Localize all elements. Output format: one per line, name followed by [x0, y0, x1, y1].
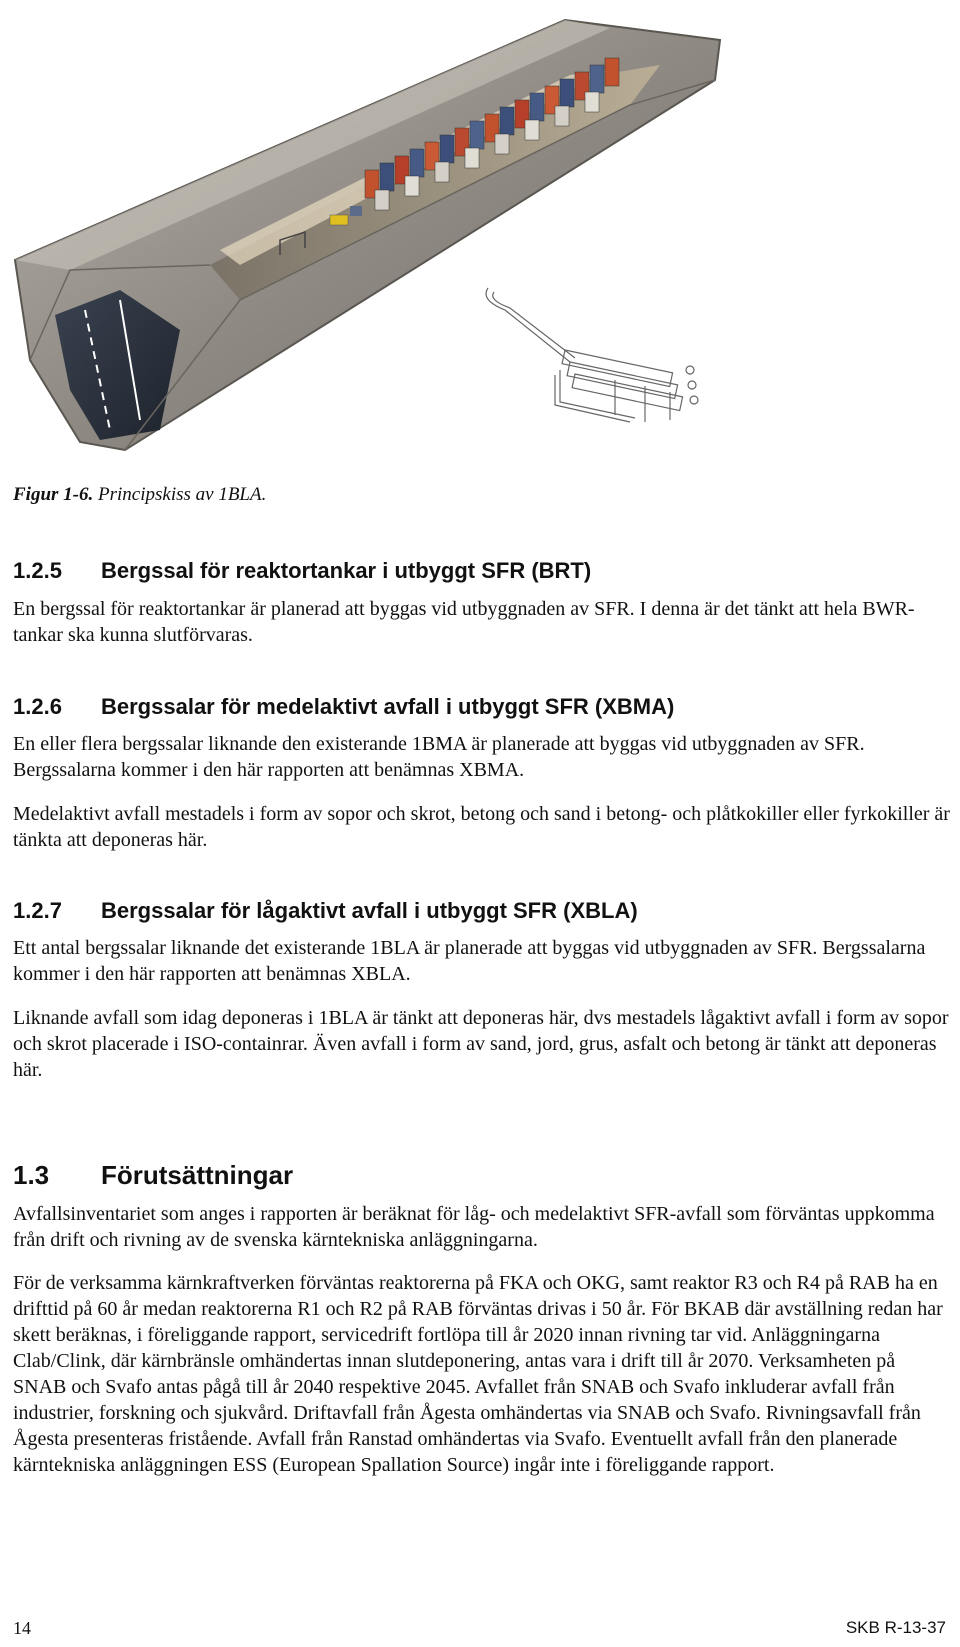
paragraph: Ett antal bergssalar liknande det existerande 1BLA är planerade att byggas vid utbyggnaden av SFR. Bergssalarna kommer i den här rapporten att benämnas XBLA. — [13, 937, 926, 985]
section-title: Bergssalar för medelaktivt avfall i utbyggt SFR (XBMA) — [101, 694, 675, 719]
section-heading-1-2-6 — [13, 694, 674, 720]
section-title: Bergssal för reaktortankar i utbyggt SFR (BRT) — [101, 558, 592, 583]
chapter-title: Förutsättningar — [101, 1160, 294, 1190]
figure-1bla-illustration — [10, 10, 730, 460]
section-number: 1.2.7 — [13, 898, 62, 923]
paragraph: En eller flera bergssalar liknande den existerande 1BMA är planerade att byggas vid utbyggnaden av SFR. Bergssalarna kommer i den här rapporten att benämnas XBMA. — [13, 733, 865, 781]
chapter-heading-1-3 — [13, 1160, 293, 1191]
paragraph: Liknande avfall som idag deponeras i 1BLA är tänkt att deponeras här, dvs mestadels lågaktivt avfall i form av sopor och skrot placerade i ISO-containrar. Även avfall i form av sand, jord, grus, asfalt och betong är tänkt att deponeras här. — [13, 1007, 949, 1081]
paragraph: En bergssal för reaktortankar är planerad att byggas vid utbyggnaden av SFR. I denna är det tänkt att hela BWR-tankar ska kunna slutförvaras. — [13, 598, 915, 646]
figure-caption-text: Principskiss av 1BLA. — [98, 484, 267, 505]
section-number: 1.2.6 — [13, 694, 62, 719]
paragraph: För de verksamma kärnkraftverken förväntas reaktorerna på FKA och OKG, samt reaktor R3 och R4 på RAB ha en drifttid på 60 år medan reaktorerna R1 och R2 på RAB förväntas drivas i 50 år. För BKAB där avställning redan har skett beräknas, i föreliggande rapport, servicedrift fortlöpa till år 2020 innan rivning tar vid. Anläggningarna Clab/Clink, där kärnbränsle omhändertas innan slutdeponering, antas vara i drift till år 2070. Verksamheten på SNAB och Svafo antas pågå till år 2040 respektive 2045. Avfallet från SNAB och Svafo inkluderar avfall från industrier, forskning och sjukvård. Driftavfall från Ågesta omhändertas via SNAB och Svafo. Rivningsavfall från Ågesta presenteras fristående. Avfall från Ranstad omhändertas via Svafo. Eventuellt avfall från den planerade kärntekniska anläggningen ESS (European Spallation Source) ingår inte i föreliggande rapport. — [13, 1272, 943, 1476]
paragraph: Avfallsinventariet som anges i rapporten är beräknat för låg- och medelaktivt SFR-avfall som förväntas uppkomma från drift och rivning av de svenska kärntekniska anläggningarna. — [13, 1203, 935, 1251]
figure-caption-label: Figur 1-6. — [13, 484, 94, 505]
section-heading-1-2-5 — [13, 558, 591, 584]
chapter-number: 1.3 — [13, 1160, 50, 1190]
report-id: SKB R-13-37 — [845, 1618, 946, 1637]
page-number: 14 — [13, 1618, 31, 1638]
paragraph: Medelaktivt avfall mestadels i form av sopor och skrot, betong och sand i betong- och plåtkokiller eller fyrkokiller är tänkta att deponeras här. — [13, 803, 950, 851]
section-number: 1.2.5 — [13, 558, 62, 583]
section-heading-1-2-7 — [13, 898, 638, 924]
figure-caption — [13, 484, 266, 506]
section-title: Bergssalar för lågaktivt avfall i utbyggt SFR (XBLA) — [101, 898, 638, 923]
